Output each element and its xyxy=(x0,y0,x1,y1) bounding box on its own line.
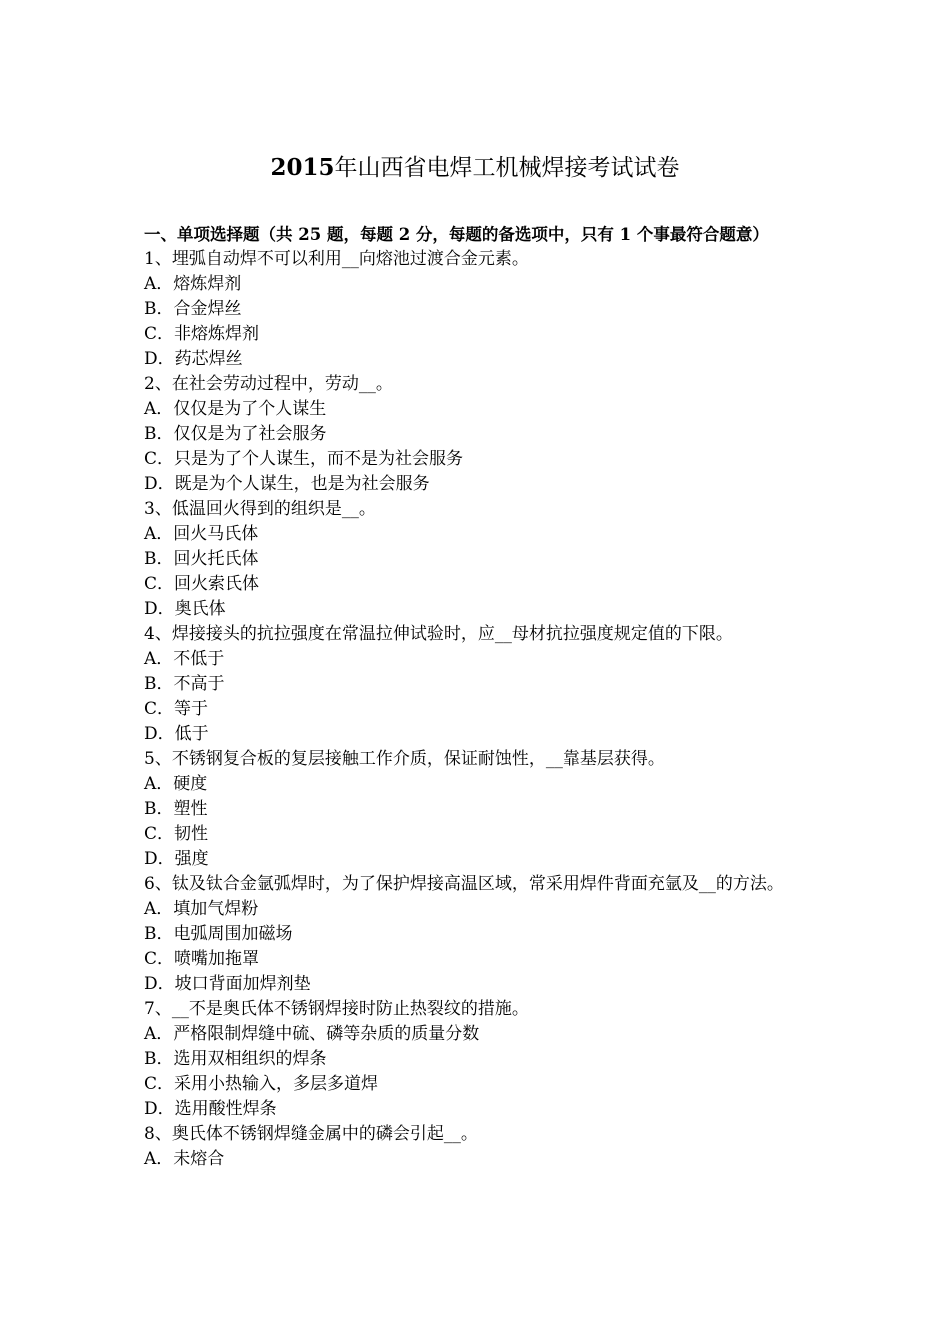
answer-option: B．选用双相组织的焊条 xyxy=(144,1049,327,1069)
answer-option: D．低于 xyxy=(144,724,209,744)
answer-option: B．仅仅是为了社会服务 xyxy=(144,424,327,444)
question-stem: 3、低温回火得到的组织是__。 xyxy=(144,499,376,519)
question-list xyxy=(144,247,816,1172)
answer-option: B．不高于 xyxy=(144,674,225,694)
answer-option: C．非熔炼焊剂 xyxy=(144,324,260,344)
answer-option: D．强度 xyxy=(144,849,209,869)
answer-option: A．回火马氏体 xyxy=(144,524,259,544)
title-text: 年山西省电焊工机械焊接考试试卷 xyxy=(334,155,680,181)
document-body xyxy=(144,222,816,1172)
answer-option: B．合金焊丝 xyxy=(144,299,242,319)
answer-option: A．不低于 xyxy=(144,649,225,669)
answer-option: B．回火托氏体 xyxy=(144,549,259,569)
title-year: 2015 xyxy=(270,154,335,181)
question-stem: 1、埋弧自动焊不可以利用__向熔池过渡合金元素。 xyxy=(144,249,529,269)
answer-option: D．选用酸性焊条 xyxy=(144,1099,277,1119)
question-stem: 5、不锈钢复合板的复层接触工作介质，保证耐蚀性，__靠基层获得。 xyxy=(144,749,665,769)
answer-option: C．喷嘴加拖罩 xyxy=(144,949,260,969)
answer-option: C．只是为了个人谋生，而不是为社会服务 xyxy=(144,449,464,469)
answer-option: D．药芯焊丝 xyxy=(144,349,243,369)
question-stem: 8、奥氏体不锈钢焊缝金属中的磷会引起__。 xyxy=(144,1124,478,1144)
question-stem: 7、__不是奥氏体不锈钢焊接时防止热裂纹的措施。 xyxy=(144,999,529,1019)
answer-option: B．电弧周围加磁场 xyxy=(144,924,293,944)
answer-option: A．硬度 xyxy=(144,774,208,794)
answer-option: C．回火索氏体 xyxy=(144,574,260,594)
answer-option: A．填加气焊粉 xyxy=(144,899,259,919)
answer-option: C．等于 xyxy=(144,699,209,719)
question-stem: 6、钛及钛合金氩弧焊时，为了保护焊接高温区域，常采用焊件背面充氩及__的方法。 xyxy=(144,874,784,894)
question-stem: 2、在社会劳动过程中，劳动__。 xyxy=(144,374,393,394)
answer-option: A．熔炼焊剂 xyxy=(144,274,242,294)
answer-option: C．采用小热输入，多层多道焊 xyxy=(144,1074,379,1094)
answer-option: D．坡口背面加焊剂垫 xyxy=(144,974,311,994)
answer-option: B．塑性 xyxy=(144,799,208,819)
answer-option: A．严格限制焊缝中硫、磷等杂质的质量分数 xyxy=(144,1024,480,1044)
answer-option: D．既是为个人谋生，也是为社会服务 xyxy=(144,474,430,494)
answer-option: A．未熔合 xyxy=(144,1149,225,1169)
answer-option: D．奥氏体 xyxy=(144,599,226,619)
document-title xyxy=(0,150,950,186)
answer-option: A．仅仅是为了个人谋生 xyxy=(144,399,327,419)
question-stem: 4、焊接接头的抗拉强度在常温拉伸试验时，应__母材抗拉强度规定值的下限。 xyxy=(144,624,733,644)
answer-option: C．韧性 xyxy=(144,824,209,844)
section-heading: 一、单项选择题（共 25 题，每题 2 分，每题的备选项中，只有 1 个事最符合题意） xyxy=(144,225,769,244)
